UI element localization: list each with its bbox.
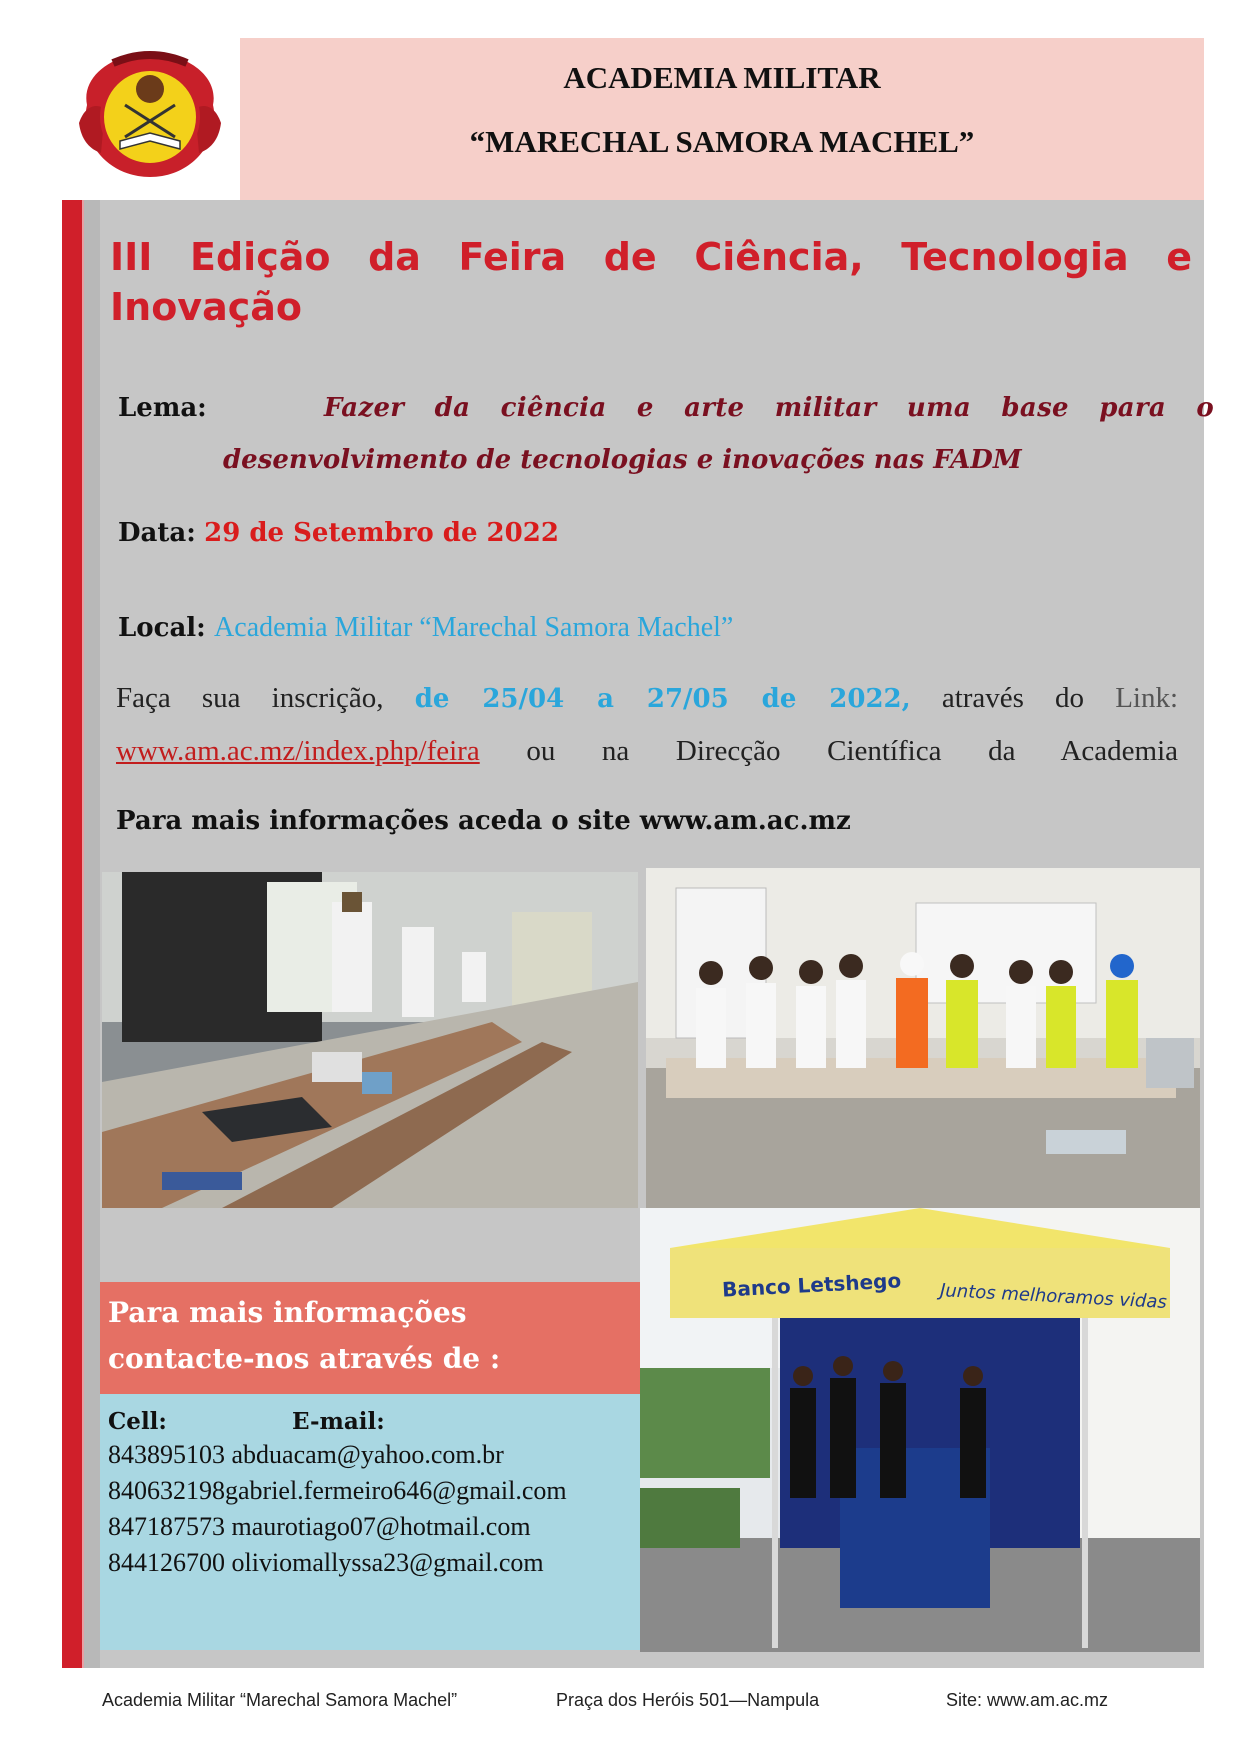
registration-prefix: Faça sua inscrição, <box>116 682 384 714</box>
date-value: 29 de Setembro de 2022 <box>204 518 559 548</box>
motto-label: Lema: <box>118 393 207 423</box>
registration-mid: através do <box>941 682 1085 714</box>
footer-academy-name: Academia Militar “Marechal Samora Machel” <box>102 1690 458 1710</box>
left-shadow-stripe <box>82 200 102 1668</box>
location-value: Academia Militar “Marechal Samora Machel” <box>214 612 734 643</box>
contact-row: 840632198gabriel.fermeiro646@gmail.com <box>108 1476 567 1505</box>
contact-col-email: E-mail: <box>292 1408 385 1435</box>
event-title: III Edição da Feira de Ciência, Tecnologia e Inovação <box>110 235 1192 329</box>
registration-suffix: ou na Direcção Científica da Academia <box>526 735 1178 767</box>
registration-info <box>116 672 1178 777</box>
motto-text-line1: Fazer da ciência e arte militar uma base para o <box>323 393 1214 423</box>
footer-site: Site: www.am.ac.mz <box>946 1690 1109 1710</box>
event-date <box>118 518 559 548</box>
header-title-line2: “MARECHAL SAMORA MACHEL” <box>469 124 975 159</box>
contact-heading-line2: contacte-nos através de : <box>108 1342 501 1375</box>
contact-col-cell: Cell: <box>108 1408 167 1435</box>
header-title-line1: ACADEMIA MILITAR <box>563 60 881 95</box>
contact-row: 843895103 abduacam@yahoo.com.br <box>108 1440 504 1469</box>
left-red-stripe <box>62 200 82 1668</box>
registration-link[interactable]: www.am.ac.mz/index.php/feira <box>116 735 480 767</box>
tent-brand-text: Banco Letshego <box>721 1268 902 1302</box>
motto-text-line2: desenvolvimento de tecnologias e inovações nas FADM <box>223 445 1022 475</box>
event-location <box>118 612 733 644</box>
registration-link-label: Link: <box>1115 682 1179 714</box>
location-label: Local: <box>118 613 206 643</box>
footer-address: Praça dos Heróis 501—Nampula <box>556 1690 820 1710</box>
photo-exhibitors-group <box>646 868 1200 1208</box>
photo-sponsor-tent <box>640 1208 1200 1652</box>
academy-emblem-logo <box>75 45 225 185</box>
contact-heading-box <box>100 1282 640 1394</box>
more-info-website: Para mais informações aceda o site www.am.ac.mz <box>116 806 851 836</box>
contact-row: 844126700 oliviomallyssa23@gmail.com <box>108 1548 544 1577</box>
tent-slogan-text: Juntos melhoramos vidas <box>939 1280 1168 1313</box>
photo-lab-exhibition <box>102 872 638 1208</box>
date-label: Data: <box>118 518 196 548</box>
contact-heading-line1: Para mais informações <box>108 1296 467 1329</box>
header-title-band <box>240 38 1204 200</box>
contact-row: 847187573 maurotiago07@hotmail.com <box>108 1512 531 1541</box>
registration-dates: de 25/04 a 27/05 de 2022, <box>414 684 911 714</box>
contact-list-box <box>100 1394 640 1650</box>
event-motto <box>118 382 1214 486</box>
